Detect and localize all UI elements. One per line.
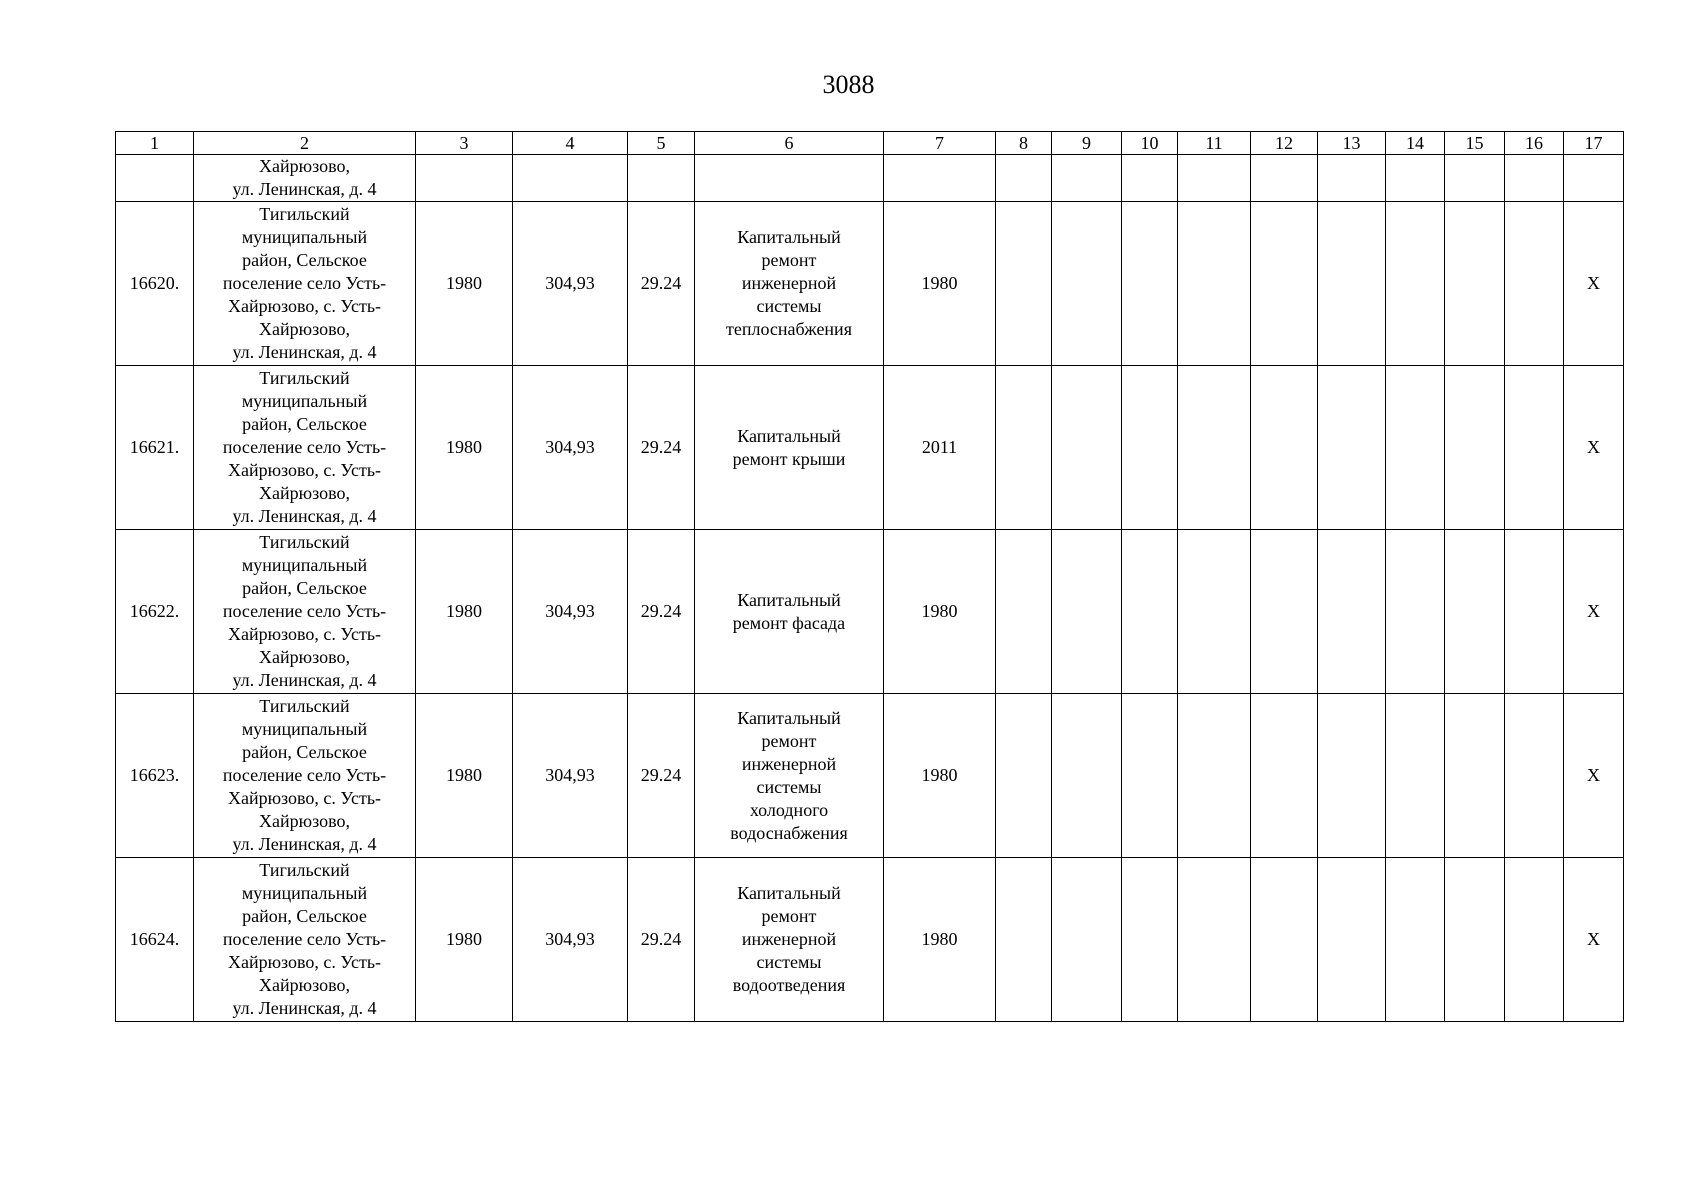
empty-cell <box>996 202 1052 366</box>
empty-cell <box>996 366 1052 530</box>
table-row <box>116 530 1624 694</box>
empty-cell <box>996 155 1052 202</box>
empty-cell <box>1318 366 1386 530</box>
empty-cell <box>996 858 1052 1022</box>
address-cell <box>194 155 416 202</box>
address-line: Хайрюзово, с. Усть- <box>227 296 382 316</box>
address-line: поселение село Усть- <box>222 601 387 621</box>
empty-cell <box>1386 155 1445 202</box>
empty-cell <box>1505 202 1564 366</box>
work-type-line: холодного <box>749 799 829 820</box>
address-line: Хайрюзово, с. Усть- <box>227 952 382 972</box>
row-number-cell: 16623. <box>116 694 194 858</box>
empty-cell <box>1445 694 1505 858</box>
work-type-cell <box>695 202 884 366</box>
work-type-line: ремонт крыши <box>732 448 846 469</box>
empty-cell <box>1318 694 1386 858</box>
address-line: муниципальный <box>241 555 368 575</box>
value-cell: 29.24 <box>628 694 695 858</box>
address-line: поселение село Усть- <box>222 273 387 293</box>
area-cell: 304,93 <box>513 694 628 858</box>
empty-cell <box>1052 694 1122 858</box>
row-number-cell: 16621. <box>116 366 194 530</box>
column-header: 10 <box>1122 132 1178 155</box>
column-header: 4 <box>513 132 628 155</box>
work-type-cell <box>695 694 884 858</box>
empty-cell <box>1445 858 1505 1022</box>
empty-cell <box>1122 366 1178 530</box>
address-line: район, Сельское <box>242 250 367 270</box>
work-type-line: Капитальный <box>737 707 841 728</box>
last-repair-year-cell: 1980 <box>884 858 996 1022</box>
empty-cell <box>1445 202 1505 366</box>
mark-cell: X <box>1564 530 1624 694</box>
empty-cell <box>1386 366 1445 530</box>
work-type-line: системы <box>756 776 822 797</box>
address-cell <box>194 366 416 530</box>
work-type-line: водоотведения <box>732 975 846 995</box>
empty-cell <box>1178 202 1251 366</box>
column-header: 2 <box>194 132 416 155</box>
empty-cell <box>1445 155 1505 202</box>
address-line: Тигильский <box>259 532 350 552</box>
empty-cell <box>1122 155 1178 202</box>
column-header: 15 <box>1445 132 1505 155</box>
address-line: Хайрюзово, <box>259 647 350 667</box>
address-line: Тигильский <box>259 696 350 716</box>
table-row <box>116 694 1624 858</box>
address-line: ул. Ленинская, д. 4 <box>232 506 377 526</box>
empty-cell <box>1386 694 1445 858</box>
empty-cell <box>695 155 884 202</box>
value-cell: 29.24 <box>628 858 695 1022</box>
address-line: муниципальный <box>241 227 368 247</box>
empty-cell <box>1178 858 1251 1022</box>
address-line: Хайрюзово, <box>259 811 350 831</box>
empty-cell <box>1445 366 1505 530</box>
address-cell <box>194 530 416 694</box>
column-header: 1 <box>116 132 194 155</box>
empty-cell <box>1251 858 1318 1022</box>
work-type-cell <box>695 858 884 1022</box>
work-type-line: Капитальный <box>737 883 841 903</box>
value-cell: 29.24 <box>628 366 695 530</box>
work-type-line: Капитальный <box>737 227 841 247</box>
address-line: район, Сельское <box>242 414 367 434</box>
area-cell: 304,93 <box>513 366 628 530</box>
address-line: ул. Ленинская, д. 4 <box>232 670 377 690</box>
column-header: 13 <box>1318 132 1386 155</box>
area-cell: 304,93 <box>513 530 628 694</box>
work-type-line: Капитальный <box>737 425 841 446</box>
area-cell: 304,93 <box>513 202 628 366</box>
address-line: Хайрюзово, <box>259 483 350 503</box>
year-built-cell: 1980 <box>416 530 513 694</box>
column-header: 12 <box>1251 132 1318 155</box>
empty-cell <box>1386 858 1445 1022</box>
column-header: 8 <box>996 132 1052 155</box>
address-line: Хайрюзово, <box>259 319 350 339</box>
empty-cell <box>1564 155 1624 202</box>
area-cell: 304,93 <box>513 858 628 1022</box>
row-number-cell: 16622. <box>116 530 194 694</box>
address-line: муниципальный <box>241 719 368 739</box>
empty-cell <box>1318 858 1386 1022</box>
last-repair-year-cell: 1980 <box>884 530 996 694</box>
empty-cell <box>628 155 695 202</box>
value-cell: 29.24 <box>628 530 695 694</box>
empty-cell <box>884 155 996 202</box>
address-cell <box>194 202 416 366</box>
address-line: Тигильский <box>259 368 350 388</box>
empty-cell <box>1052 530 1122 694</box>
empty-cell <box>1178 155 1251 202</box>
empty-cell <box>1251 366 1318 530</box>
work-type-line: инженерной <box>741 273 837 293</box>
address-line: Хайрюзово, с. Усть- <box>227 460 382 480</box>
empty-cell <box>1052 366 1122 530</box>
work-type-line: ремонт <box>761 906 817 926</box>
empty-cell <box>1505 155 1564 202</box>
address-line: Тигильский <box>259 204 350 224</box>
empty-cell <box>1122 530 1178 694</box>
work-type-line: системы <box>756 296 822 316</box>
empty-cell <box>1178 366 1251 530</box>
table-row <box>116 202 1624 366</box>
empty-cell <box>1251 530 1318 694</box>
mark-cell: X <box>1564 858 1624 1022</box>
work-type-line: ремонт <box>761 250 817 270</box>
mark-cell: X <box>1564 366 1624 530</box>
empty-cell <box>1386 530 1445 694</box>
row-number-cell <box>116 155 194 202</box>
address-line: ул. Ленинская, д. 4 <box>232 342 377 362</box>
address-line: Хайрюзово, <box>259 975 350 995</box>
column-number-header <box>116 132 1624 155</box>
last-repair-year-cell: 2011 <box>884 366 996 530</box>
work-type-cell <box>695 366 884 530</box>
empty-cell <box>996 694 1052 858</box>
address-line: муниципальный <box>241 391 368 411</box>
column-header: 11 <box>1178 132 1251 155</box>
empty-cell <box>1251 202 1318 366</box>
address-line: поселение село Усть- <box>222 437 387 457</box>
address-line: район, Сельское <box>242 906 367 926</box>
empty-cell <box>416 155 513 202</box>
empty-cell <box>1122 202 1178 366</box>
column-header: 5 <box>628 132 695 155</box>
address-line: ул. Ленинская, д. 4 <box>232 834 377 854</box>
row-number-cell: 16620. <box>116 202 194 366</box>
last-repair-year-cell: 1980 <box>884 694 996 858</box>
empty-cell <box>1178 530 1251 694</box>
empty-cell <box>1052 202 1122 366</box>
repair-register-table <box>115 131 1624 1022</box>
address-line: муниципальный <box>241 883 368 903</box>
work-type-line: ремонт <box>761 730 817 751</box>
page-number: 3088 <box>822 70 875 99</box>
work-type-line: водоснабжения <box>730 822 848 843</box>
empty-cell <box>513 155 628 202</box>
work-type-line: системы <box>756 952 822 972</box>
empty-cell <box>1445 530 1505 694</box>
empty-cell <box>1251 155 1318 202</box>
empty-cell <box>1505 694 1564 858</box>
empty-cell <box>1052 155 1122 202</box>
last-repair-year-cell: 1980 <box>884 202 996 366</box>
mark-cell: X <box>1564 694 1624 858</box>
work-type-line: теплоснабжения <box>726 319 852 339</box>
empty-cell <box>1505 530 1564 694</box>
table-row <box>116 366 1624 530</box>
empty-cell <box>1505 858 1564 1022</box>
column-header: 6 <box>695 132 884 155</box>
empty-cell <box>1052 858 1122 1022</box>
address-line: ул. Ленинская, д. 4 <box>232 998 377 1018</box>
column-header: 9 <box>1052 132 1122 155</box>
empty-cell <box>1318 202 1386 366</box>
empty-cell <box>1122 858 1178 1022</box>
empty-cell <box>996 530 1052 694</box>
work-type-line: инженерной <box>741 929 837 949</box>
work-type-line: инженерной <box>741 753 837 774</box>
empty-cell <box>1122 694 1178 858</box>
column-header: 3 <box>416 132 513 155</box>
table-row <box>116 858 1624 1022</box>
empty-cell <box>1178 694 1251 858</box>
year-built-cell: 1980 <box>416 366 513 530</box>
empty-cell <box>1386 202 1445 366</box>
address-line: поселение село Усть- <box>222 765 387 785</box>
address-line: ул. Ленинская, д. 4 <box>232 179 377 199</box>
year-built-cell: 1980 <box>416 858 513 1022</box>
row-number-cell: 16624. <box>116 858 194 1022</box>
work-type-line: Капитальный <box>737 589 841 610</box>
address-line: Хайрюзово, с. Усть- <box>227 624 382 644</box>
address-line: Хайрюзово, <box>259 156 350 176</box>
work-type-cell <box>695 530 884 694</box>
empty-cell <box>1318 155 1386 202</box>
work-type-line: ремонт фасада <box>732 612 846 633</box>
year-built-cell: 1980 <box>416 202 513 366</box>
address-line: поселение село Усть- <box>222 929 387 949</box>
empty-cell <box>1251 694 1318 858</box>
address-cell <box>194 694 416 858</box>
column-header: 16 <box>1505 132 1564 155</box>
empty-cell <box>1318 530 1386 694</box>
empty-cell <box>1505 366 1564 530</box>
address-cell <box>194 858 416 1022</box>
column-header: 17 <box>1564 132 1624 155</box>
column-header: 14 <box>1386 132 1445 155</box>
address-line: Хайрюзово, с. Усть- <box>227 788 382 808</box>
year-built-cell: 1980 <box>416 694 513 858</box>
mark-cell: X <box>1564 202 1624 366</box>
address-line: район, Сельское <box>242 742 367 762</box>
value-cell: 29.24 <box>628 202 695 366</box>
continuation-row <box>116 155 1624 202</box>
column-header: 7 <box>884 132 996 155</box>
address-line: Тигильский <box>259 860 350 880</box>
address-line: район, Сельское <box>242 578 367 598</box>
